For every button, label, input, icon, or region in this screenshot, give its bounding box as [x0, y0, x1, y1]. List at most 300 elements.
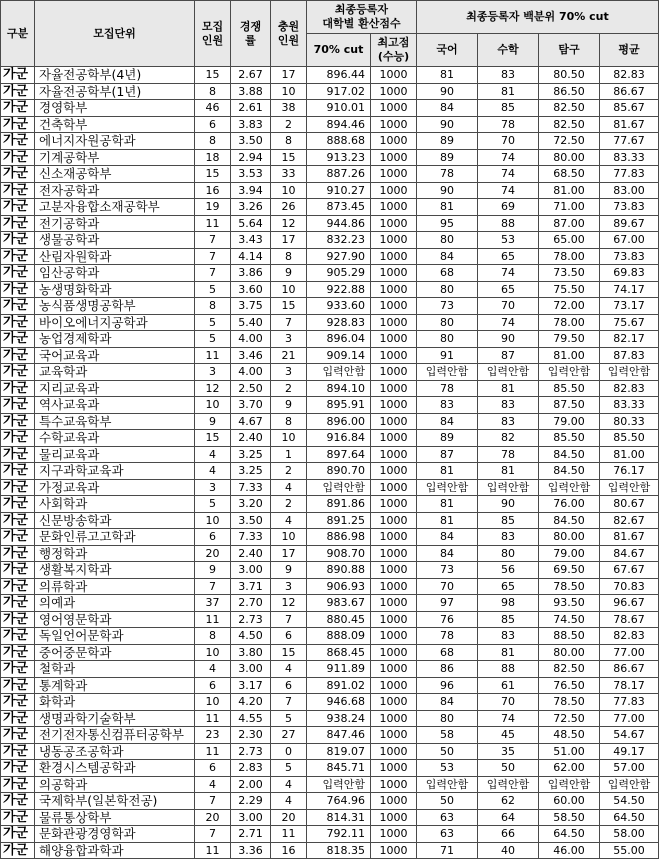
- rate-cell: 3.86: [231, 265, 271, 282]
- average-cell: 67.00: [600, 232, 659, 249]
- filled-cell: 1: [271, 446, 307, 463]
- max-score-cell: 1000: [371, 83, 417, 100]
- score-70-cell: 819.07: [307, 743, 371, 760]
- average-cell: 입력안함: [600, 776, 659, 793]
- filled-cell: 6: [271, 628, 307, 645]
- score-70-cell: 909.14: [307, 347, 371, 364]
- gubun-cell: 가군: [1, 496, 35, 513]
- quota-cell: 11: [195, 743, 231, 760]
- score-70-cell: 933.60: [307, 298, 371, 315]
- quota-cell: 9: [195, 562, 231, 579]
- average-cell: 82.17: [600, 331, 659, 348]
- quota-cell: 6: [195, 677, 231, 694]
- math-cell: 70: [478, 133, 539, 150]
- math-cell: 70: [478, 298, 539, 315]
- filled-cell: 10: [271, 529, 307, 546]
- score-70-cell: 814.31: [307, 809, 371, 826]
- unit-cell: 생명과학기술학부: [35, 710, 195, 727]
- gubun-cell: 가군: [1, 397, 35, 414]
- math-cell: 53: [478, 232, 539, 249]
- gubun-cell: 가군: [1, 331, 35, 348]
- rate-cell: 3.00: [231, 661, 271, 678]
- header-pctile-group: 최종등록자 백분위 70% cut: [417, 1, 659, 34]
- korean-cell: 80: [417, 710, 478, 727]
- score-70-cell: 896.04: [307, 331, 371, 348]
- rate-cell: 3.71: [231, 578, 271, 595]
- quota-cell: 23: [195, 727, 231, 744]
- math-cell: 83: [478, 397, 539, 414]
- unit-cell: 신소재공학부: [35, 166, 195, 183]
- math-cell: 74: [478, 166, 539, 183]
- average-cell: 86.67: [600, 83, 659, 100]
- inquiry-cell: 76.50: [539, 677, 600, 694]
- table-row: [1, 380, 659, 397]
- score-70-cell: 873.45: [307, 199, 371, 216]
- filled-cell: 15: [271, 298, 307, 315]
- filled-cell: 20: [271, 809, 307, 826]
- score-70-cell: 983.67: [307, 595, 371, 612]
- score-70-cell: 895.91: [307, 397, 371, 414]
- filled-cell: 3: [271, 331, 307, 348]
- average-cell: 82.83: [600, 67, 659, 84]
- rate-cell: 3.00: [231, 562, 271, 579]
- rate-cell: 2.73: [231, 743, 271, 760]
- rate-cell: 5.40: [231, 314, 271, 331]
- korean-cell: 입력안함: [417, 479, 478, 496]
- filled-cell: 5: [271, 710, 307, 727]
- korean-cell: 73: [417, 298, 478, 315]
- gubun-cell: 가군: [1, 149, 35, 166]
- score-70-cell: 887.26: [307, 166, 371, 183]
- table-row: [1, 529, 659, 546]
- quota-cell: 3: [195, 364, 231, 381]
- header-inq: 탐구: [539, 34, 600, 67]
- korean-cell: 63: [417, 826, 478, 843]
- korean-cell: 86: [417, 661, 478, 678]
- max-score-cell: 1000: [371, 727, 417, 744]
- max-score-cell: 1000: [371, 644, 417, 661]
- average-cell: 81.00: [600, 446, 659, 463]
- gubun-cell: 가군: [1, 628, 35, 645]
- korean-cell: 76: [417, 611, 478, 628]
- inquiry-cell: 85.50: [539, 380, 600, 397]
- max-score-cell: 1000: [371, 149, 417, 166]
- table-row: [1, 776, 659, 793]
- korean-cell: 96: [417, 677, 478, 694]
- korean-cell: 68: [417, 644, 478, 661]
- average-cell: 67.67: [600, 562, 659, 579]
- quota-cell: 8: [195, 628, 231, 645]
- max-score-cell: 1000: [371, 100, 417, 117]
- table-row: [1, 479, 659, 496]
- inquiry-cell: 80.00: [539, 529, 600, 546]
- inquiry-cell: 87.00: [539, 215, 600, 232]
- table-row: [1, 595, 659, 612]
- score-70-cell: 917.02: [307, 83, 371, 100]
- math-cell: 74: [478, 710, 539, 727]
- average-cell: 57.00: [600, 760, 659, 777]
- table-row: [1, 463, 659, 480]
- filled-cell: 0: [271, 743, 307, 760]
- unit-cell: 바이오에너지공학과: [35, 314, 195, 331]
- quota-cell: 16: [195, 182, 231, 199]
- inquiry-cell: 74.50: [539, 611, 600, 628]
- max-score-cell: 1000: [371, 611, 417, 628]
- average-cell: 82.67: [600, 512, 659, 529]
- gubun-cell: 가군: [1, 215, 35, 232]
- average-cell: 85.67: [600, 100, 659, 117]
- max-score-cell: 1000: [371, 67, 417, 84]
- gubun-cell: 가군: [1, 710, 35, 727]
- math-cell: 80: [478, 545, 539, 562]
- math-cell: 74: [478, 182, 539, 199]
- rate-cell: 3.20: [231, 496, 271, 513]
- unit-cell: 의류학과: [35, 578, 195, 595]
- unit-cell: 지구과학교육과: [35, 463, 195, 480]
- max-score-cell: 1000: [371, 232, 417, 249]
- filled-cell: 2: [271, 463, 307, 480]
- korean-cell: 90: [417, 83, 478, 100]
- max-score-cell: 1000: [371, 677, 417, 694]
- score-70-cell: 847.46: [307, 727, 371, 744]
- header-rate: 경쟁 률: [231, 1, 271, 67]
- math-cell: 81: [478, 463, 539, 480]
- inquiry-cell: 입력안함: [539, 479, 600, 496]
- quota-cell: 6: [195, 116, 231, 133]
- score-70-cell: 897.64: [307, 446, 371, 463]
- table-row: [1, 265, 659, 282]
- max-score-cell: 1000: [371, 793, 417, 810]
- inquiry-cell: 78.50: [539, 694, 600, 711]
- inquiry-cell: 80.00: [539, 149, 600, 166]
- korean-cell: 95: [417, 215, 478, 232]
- gubun-cell: 가군: [1, 364, 35, 381]
- quota-cell: 7: [195, 826, 231, 843]
- table-row: [1, 710, 659, 727]
- korean-cell: 71: [417, 842, 478, 859]
- filled-cell: 10: [271, 430, 307, 447]
- table-row: [1, 149, 659, 166]
- table-row: [1, 743, 659, 760]
- table-row: [1, 793, 659, 810]
- unit-cell: 의공학과: [35, 776, 195, 793]
- max-score-cell: 1000: [371, 281, 417, 298]
- average-cell: 77.83: [600, 166, 659, 183]
- max-score-cell: 1000: [371, 496, 417, 513]
- max-score-cell: 1000: [371, 809, 417, 826]
- gubun-cell: 가군: [1, 67, 35, 84]
- rate-cell: 3.83: [231, 116, 271, 133]
- max-score-cell: 1000: [371, 331, 417, 348]
- unit-cell: 전자공학과: [35, 182, 195, 199]
- inquiry-cell: 72.50: [539, 133, 600, 150]
- math-cell: 61: [478, 677, 539, 694]
- max-score-cell: 1000: [371, 133, 417, 150]
- math-cell: 70: [478, 694, 539, 711]
- unit-cell: 농생명화학과: [35, 281, 195, 298]
- korean-cell: 78: [417, 166, 478, 183]
- math-cell: 88: [478, 215, 539, 232]
- korean-cell: 50: [417, 743, 478, 760]
- average-cell: 82.83: [600, 380, 659, 397]
- gubun-cell: 가군: [1, 133, 35, 150]
- gubun-cell: 가군: [1, 694, 35, 711]
- table-row: [1, 314, 659, 331]
- inquiry-cell: 84.50: [539, 463, 600, 480]
- math-cell: 87: [478, 347, 539, 364]
- inquiry-cell: 65.00: [539, 232, 600, 249]
- gubun-cell: 가군: [1, 199, 35, 216]
- table-row: [1, 727, 659, 744]
- math-cell: 40: [478, 842, 539, 859]
- average-cell: 49.17: [600, 743, 659, 760]
- score-70-cell: 894.10: [307, 380, 371, 397]
- score-70-cell: 905.29: [307, 265, 371, 282]
- filled-cell: 2: [271, 380, 307, 397]
- rate-cell: 3.36: [231, 842, 271, 859]
- inquiry-cell: 82.50: [539, 100, 600, 117]
- rate-cell: 2.30: [231, 727, 271, 744]
- math-cell: 90: [478, 496, 539, 513]
- math-cell: 74: [478, 149, 539, 166]
- gubun-cell: 가군: [1, 760, 35, 777]
- table-row: [1, 199, 659, 216]
- max-score-cell: 1000: [371, 446, 417, 463]
- korean-cell: 80: [417, 331, 478, 348]
- table-row: [1, 545, 659, 562]
- math-cell: 85: [478, 100, 539, 117]
- quota-cell: 46: [195, 100, 231, 117]
- filled-cell: 26: [271, 199, 307, 216]
- korean-cell: 84: [417, 545, 478, 562]
- inquiry-cell: 75.50: [539, 281, 600, 298]
- max-score-cell: 1000: [371, 661, 417, 678]
- unit-cell: 철학과: [35, 661, 195, 678]
- filled-cell: 7: [271, 694, 307, 711]
- rate-cell: 4.00: [231, 364, 271, 381]
- math-cell: 83: [478, 529, 539, 546]
- filled-cell: 2: [271, 496, 307, 513]
- math-cell: 66: [478, 826, 539, 843]
- gubun-cell: 가군: [1, 611, 35, 628]
- filled-cell: 15: [271, 149, 307, 166]
- rate-cell: 2.00: [231, 776, 271, 793]
- inquiry-cell: 87.50: [539, 397, 600, 414]
- unit-cell: 신문방송학과: [35, 512, 195, 529]
- inquiry-cell: 80.00: [539, 644, 600, 661]
- table-row: [1, 232, 659, 249]
- gubun-cell: 가군: [1, 248, 35, 265]
- unit-cell: 특수교육학부: [35, 413, 195, 430]
- table-row: [1, 611, 659, 628]
- score-70-cell: 891.02: [307, 677, 371, 694]
- korean-cell: 81: [417, 199, 478, 216]
- unit-cell: 독일언어문학과: [35, 628, 195, 645]
- math-cell: 81: [478, 644, 539, 661]
- quota-cell: 11: [195, 710, 231, 727]
- max-score-cell: 1000: [371, 413, 417, 430]
- filled-cell: 10: [271, 83, 307, 100]
- inquiry-cell: 79.00: [539, 413, 600, 430]
- rate-cell: 2.61: [231, 100, 271, 117]
- gubun-cell: 가군: [1, 347, 35, 364]
- gubun-cell: 가군: [1, 545, 35, 562]
- quota-cell: 11: [195, 611, 231, 628]
- korean-cell: 입력안함: [417, 776, 478, 793]
- unit-cell: 전기전자통신컴퓨터공학부: [35, 727, 195, 744]
- quota-cell: 7: [195, 248, 231, 265]
- quota-cell: 8: [195, 298, 231, 315]
- max-score-cell: 1000: [371, 842, 417, 859]
- score-70-cell: 946.68: [307, 694, 371, 711]
- gubun-cell: 가군: [1, 265, 35, 282]
- korean-cell: 73: [417, 562, 478, 579]
- quota-cell: 5: [195, 331, 231, 348]
- unit-cell: 국제학부(일본학전공): [35, 793, 195, 810]
- inquiry-cell: 60.00: [539, 793, 600, 810]
- score-70-cell: 891.86: [307, 496, 371, 513]
- math-cell: 82: [478, 430, 539, 447]
- korean-cell: 63: [417, 809, 478, 826]
- math-cell: 83: [478, 413, 539, 430]
- math-cell: 83: [478, 628, 539, 645]
- score-70-cell: 886.98: [307, 529, 371, 546]
- average-cell: 73.17: [600, 298, 659, 315]
- filled-cell: 6: [271, 677, 307, 694]
- table-row: [1, 364, 659, 381]
- unit-cell: 고분자융합소재공학부: [35, 199, 195, 216]
- max-score-cell: 1000: [371, 529, 417, 546]
- average-cell: 83.33: [600, 149, 659, 166]
- table-row: [1, 67, 659, 84]
- unit-cell: 사회학과: [35, 496, 195, 513]
- unit-cell: 자율전공학부(4년): [35, 67, 195, 84]
- unit-cell: 농업경제학과: [35, 331, 195, 348]
- max-score-cell: 1000: [371, 314, 417, 331]
- quota-cell: 11: [195, 347, 231, 364]
- score-70-cell: 입력안함: [307, 776, 371, 793]
- unit-cell: 행정학과: [35, 545, 195, 562]
- table-row: [1, 496, 659, 513]
- unit-cell: 국어교육과: [35, 347, 195, 364]
- header-gubun: 구분: [1, 1, 35, 67]
- table-row: [1, 677, 659, 694]
- average-cell: 78.17: [600, 677, 659, 694]
- rate-cell: 7.33: [231, 479, 271, 496]
- quota-cell: 8: [195, 83, 231, 100]
- average-cell: 78.67: [600, 611, 659, 628]
- korean-cell: 58: [417, 727, 478, 744]
- quota-cell: 9: [195, 413, 231, 430]
- korean-cell: 90: [417, 182, 478, 199]
- unit-cell: 기계공학부: [35, 149, 195, 166]
- gubun-cell: 가군: [1, 446, 35, 463]
- unit-cell: 물류통상학부: [35, 809, 195, 826]
- filled-cell: 8: [271, 248, 307, 265]
- max-score-cell: 1000: [371, 182, 417, 199]
- filled-cell: 10: [271, 182, 307, 199]
- quota-cell: 7: [195, 578, 231, 595]
- rate-cell: 4.50: [231, 628, 271, 645]
- unit-cell: 산림자원학과: [35, 248, 195, 265]
- korean-cell: 81: [417, 496, 478, 513]
- average-cell: 입력안함: [600, 364, 659, 381]
- unit-cell: 전기공학과: [35, 215, 195, 232]
- quota-cell: 10: [195, 694, 231, 711]
- score-70-cell: 818.35: [307, 842, 371, 859]
- filled-cell: 17: [271, 545, 307, 562]
- inquiry-cell: 48.50: [539, 727, 600, 744]
- korean-cell: 78: [417, 628, 478, 645]
- inquiry-cell: 입력안함: [539, 776, 600, 793]
- unit-cell: 지리교육과: [35, 380, 195, 397]
- rate-cell: 2.40: [231, 430, 271, 447]
- average-cell: 70.83: [600, 578, 659, 595]
- score-70-cell: 880.45: [307, 611, 371, 628]
- gubun-cell: 가군: [1, 512, 35, 529]
- unit-cell: 에너지자원공학과: [35, 133, 195, 150]
- filled-cell: 8: [271, 133, 307, 150]
- inquiry-cell: 81.00: [539, 347, 600, 364]
- table-row: [1, 83, 659, 100]
- rate-cell: 3.94: [231, 182, 271, 199]
- rate-cell: 3.25: [231, 446, 271, 463]
- max-score-cell: 1000: [371, 826, 417, 843]
- gubun-cell: 가군: [1, 776, 35, 793]
- inquiry-cell: 79.50: [539, 331, 600, 348]
- quota-cell: 15: [195, 166, 231, 183]
- filled-cell: 3: [271, 578, 307, 595]
- average-cell: 84.67: [600, 545, 659, 562]
- score-70-cell: 890.70: [307, 463, 371, 480]
- table-row: [1, 100, 659, 117]
- quota-cell: 4: [195, 463, 231, 480]
- inquiry-cell: 62.00: [539, 760, 600, 777]
- header-avg: 평균: [600, 34, 659, 67]
- korean-cell: 97: [417, 595, 478, 612]
- quota-cell: 10: [195, 397, 231, 414]
- korean-cell: 53: [417, 760, 478, 777]
- score-70-cell: 891.25: [307, 512, 371, 529]
- table-body: [1, 67, 659, 859]
- inquiry-cell: 78.50: [539, 578, 600, 595]
- gubun-cell: 가군: [1, 413, 35, 430]
- inquiry-cell: 84.50: [539, 446, 600, 463]
- korean-cell: 87: [417, 446, 478, 463]
- rate-cell: 3.43: [231, 232, 271, 249]
- korean-cell: 83: [417, 397, 478, 414]
- filled-cell: 12: [271, 595, 307, 612]
- korean-cell: 81: [417, 67, 478, 84]
- table-header: [1, 1, 659, 67]
- rate-cell: 4.20: [231, 694, 271, 711]
- rate-cell: 3.75: [231, 298, 271, 315]
- unit-cell: 중어중문학과: [35, 644, 195, 661]
- max-score-cell: 1000: [371, 298, 417, 315]
- inquiry-cell: 입력안함: [539, 364, 600, 381]
- score-70-cell: 928.83: [307, 314, 371, 331]
- average-cell: 73.83: [600, 248, 659, 265]
- math-cell: 74: [478, 314, 539, 331]
- score-70-cell: 944.86: [307, 215, 371, 232]
- unit-cell: 교육학과: [35, 364, 195, 381]
- inquiry-cell: 86.50: [539, 83, 600, 100]
- header-pct70: 70% cut: [307, 34, 371, 67]
- average-cell: 76.17: [600, 463, 659, 480]
- inquiry-cell: 85.50: [539, 430, 600, 447]
- max-score-cell: 1000: [371, 364, 417, 381]
- quota-cell: 11: [195, 842, 231, 859]
